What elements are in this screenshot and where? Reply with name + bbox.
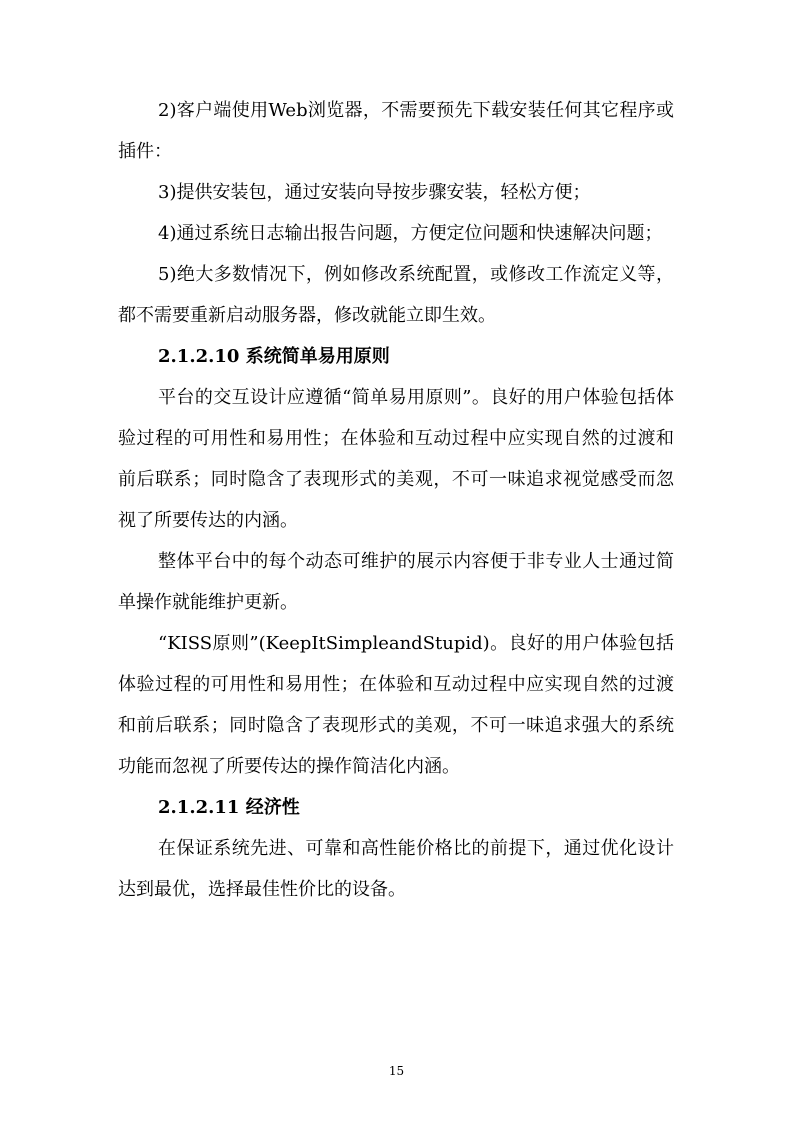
- page-number: 15: [388, 1064, 405, 1078]
- list-item-no-restart: 5)绝大多数情况下，例如修改系统配置，或修改工作流定义等，都不需要重新启动服务器，修改就能立即生效。: [118, 264, 674, 326]
- list-item-install-package: 3)提供安装包，通过安装向导按步骤安装，轻松方便；: [158, 182, 591, 203]
- section-heading-simplicity: 2.1.2.10 系统简单易用原则: [158, 346, 390, 367]
- paragraph-economy: 在保证系统先进、可靠和高性能价格比的前提下，通过优化设计达到最优，选择最佳性价比的设备。: [118, 838, 674, 900]
- document-body: [118, 90, 674, 910]
- paragraph-interaction-design: 平台的交互设计应遵循“简单易用原则”。良好的用户体验包括体验过程的可用性和易用性；在体验和互动过程中应实现自然的过渡和前后联系；同时隐含了表现形式的美观，不可一味追求视觉感受而忽视了所要传达的内涵。: [118, 387, 674, 531]
- section-heading-economy: 2.1.2.11 经济性: [158, 797, 300, 818]
- list-item-system-log: 4)通过系统日志输出报告问题，方便定位问题和快速解决问题；: [158, 223, 663, 244]
- paragraph-maintenance: 整体平台中的每个动态可维护的展示内容便于非专业人士通过简单操作就能维护更新。: [118, 551, 674, 613]
- list-item-client-browser: 2)客户端使用Web浏览器，不需要预先下载安装任何其它程序或插件：: [118, 100, 674, 162]
- paragraph-kiss-principle: “KISS原则”(KeepItSimpleandStupid)。良好的用户体验包括体验过程的可用性和易用性；在体验和互动过程中应实现自然的过渡和前后联系；同时隐含了表现形式的美观，不可一味追求强大的系统功能而忽视了所要传达的操作简洁化内涵。: [118, 633, 674, 777]
